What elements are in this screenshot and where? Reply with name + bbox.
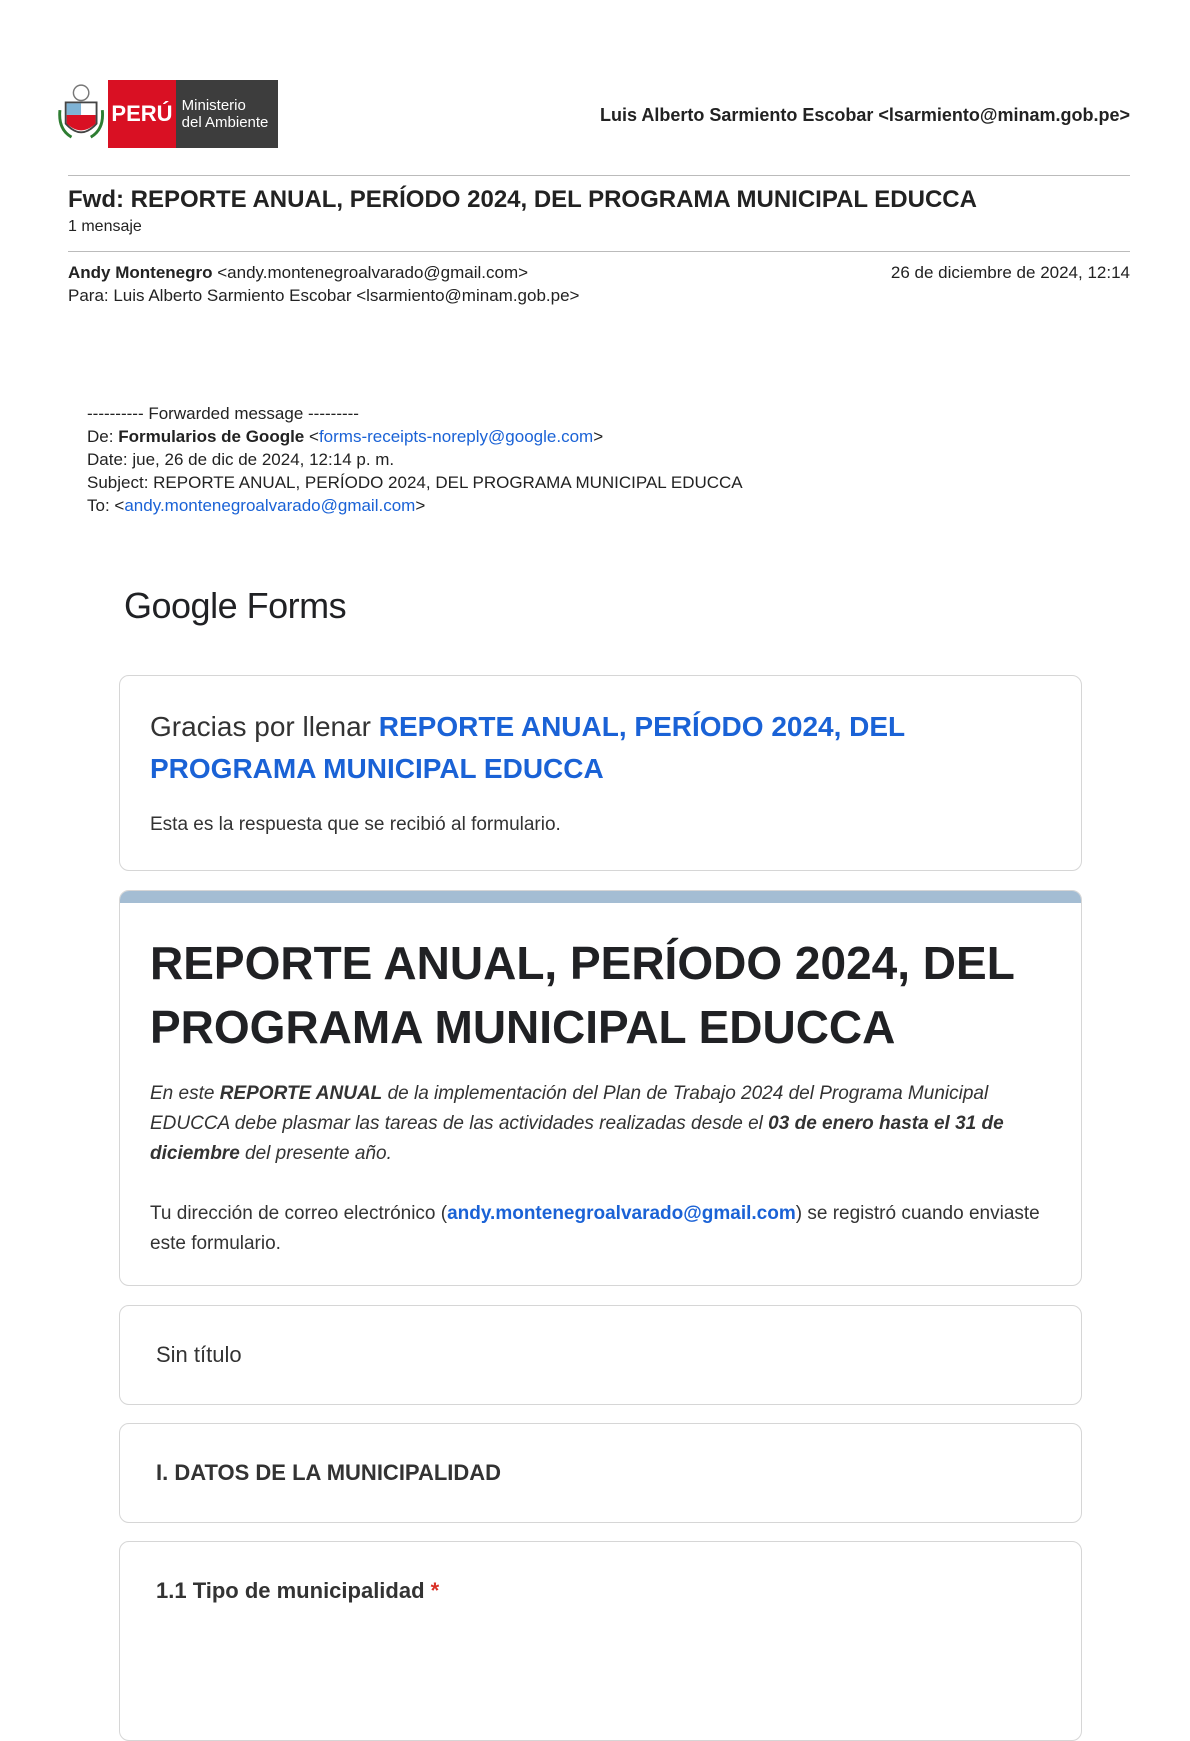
forwarded-headers	[87, 402, 743, 517]
section-untitled-card	[119, 1305, 1082, 1405]
divider	[68, 251, 1130, 252]
header-accent-band	[120, 891, 1081, 903]
form-description	[150, 1079, 1050, 1169]
sender-name: Andy Montenegro	[68, 263, 213, 282]
email-recorded-note	[150, 1199, 1050, 1259]
email-subject: Fwd: REPORTE ANUAL, PERÍODO 2024, DEL PROGRAMA MUNICIPAL EDUCCA	[68, 186, 977, 213]
thanks-card	[119, 675, 1082, 871]
question-card	[119, 1541, 1082, 1741]
sender-email: <andy.montenegroalvarado@gmail.com>	[217, 263, 529, 282]
logo-line1: Ministerio	[181, 97, 246, 114]
form-title: REPORTE ANUAL, PERÍODO 2024, DEL PROGRAMA MUNICIPAL EDUCCA	[150, 937, 1014, 1053]
respondent-email-link[interactable]: andy.montenegroalvarado@gmail.com	[447, 1203, 796, 1224]
from-label: De:	[87, 427, 119, 446]
logo-peru-text: PERÚ	[108, 80, 175, 148]
divider	[68, 175, 1130, 176]
email-date: 26 de diciembre de 2024, 12:14	[890, 263, 1130, 282]
desc-bold: REPORTE ANUAL	[219, 1083, 383, 1104]
required-mark: *	[430, 1578, 440, 1603]
note-prefix: Tu dirección de correo electrónico (	[150, 1203, 448, 1224]
desc-bold: 03 de enero hasta el 31 de diciembre	[150, 1113, 1004, 1164]
question-text: 1.1 Tipo de municipalidad	[156, 1578, 425, 1603]
forwarded-to: To: <andy.montenegroalvarado@gmail.com>	[87, 496, 426, 515]
logo-ministry-text	[176, 80, 278, 148]
received-note: Esta es la respuesta que se recibió al formulario.	[150, 814, 561, 835]
forwarded-marker: ---------- Forwarded message ---------	[87, 404, 359, 423]
logo-forms-text: Forms	[246, 585, 347, 626]
form-header-card	[119, 890, 1082, 1286]
forwarded-from: De: Formularios de Google <forms-receipts-noreply@google.com>	[87, 427, 604, 446]
desc-part: En este	[150, 1083, 220, 1104]
peru-coat-of-arms-icon	[58, 80, 104, 148]
desc-part: del presente año.	[239, 1143, 392, 1164]
to-label: To:	[87, 496, 115, 515]
recipient-line: Para: Luis Alberto Sarmiento Escobar <lsarmiento@minam.gob.pe>	[68, 286, 580, 305]
to-email-link[interactable]: andy.montenegroalvarado@gmail.com	[124, 496, 416, 515]
question-title	[156, 1578, 439, 1604]
account-user: Luis Alberto Sarmiento Escobar <lsarmiento@minam.gob.pe>	[599, 105, 1130, 125]
section-datos-card	[119, 1423, 1082, 1523]
from-email-link[interactable]: forms-receipts-noreply@google.com	[318, 427, 594, 446]
forwarded-subject: Subject: REPORTE ANUAL, PERÍODO 2024, DEL PROGRAMA MUNICIPAL EDUCCA	[87, 473, 743, 492]
form-name-link[interactable]: REPORTE ANUAL, PERÍODO 2024, DEL PROGRAMA MUNICIPAL EDUCCA	[150, 711, 905, 784]
ministry-logo	[58, 80, 278, 148]
logo-google-text: Google	[124, 585, 238, 626]
from-name: Formularios de Google	[118, 427, 305, 446]
sender-line	[68, 263, 528, 283]
note-suffix: ) se registró cuando enviaste este formulario.	[150, 1203, 1040, 1254]
forwarded-date: Date: jue, 26 de dic de 2024, 12:14 p. m.	[87, 450, 395, 469]
section-untitled-label: Sin título	[156, 1342, 242, 1367]
desc-part: de la implementación del Plan de Trabajo 2024 del Programa Municipal EDUCCA debe plasmar las tareas de las actividades realizadas desde el	[150, 1083, 989, 1134]
message-count: 1 mensaje	[68, 218, 142, 235]
thanks-prefix: Gracias por llenar	[150, 711, 379, 742]
thanks-title	[150, 706, 1030, 790]
google-forms-logo	[124, 585, 346, 627]
section-datos-title: I. DATOS DE LA MUNICIPALIDAD	[156, 1460, 502, 1485]
logo-line2: del Ambiente	[181, 114, 269, 131]
